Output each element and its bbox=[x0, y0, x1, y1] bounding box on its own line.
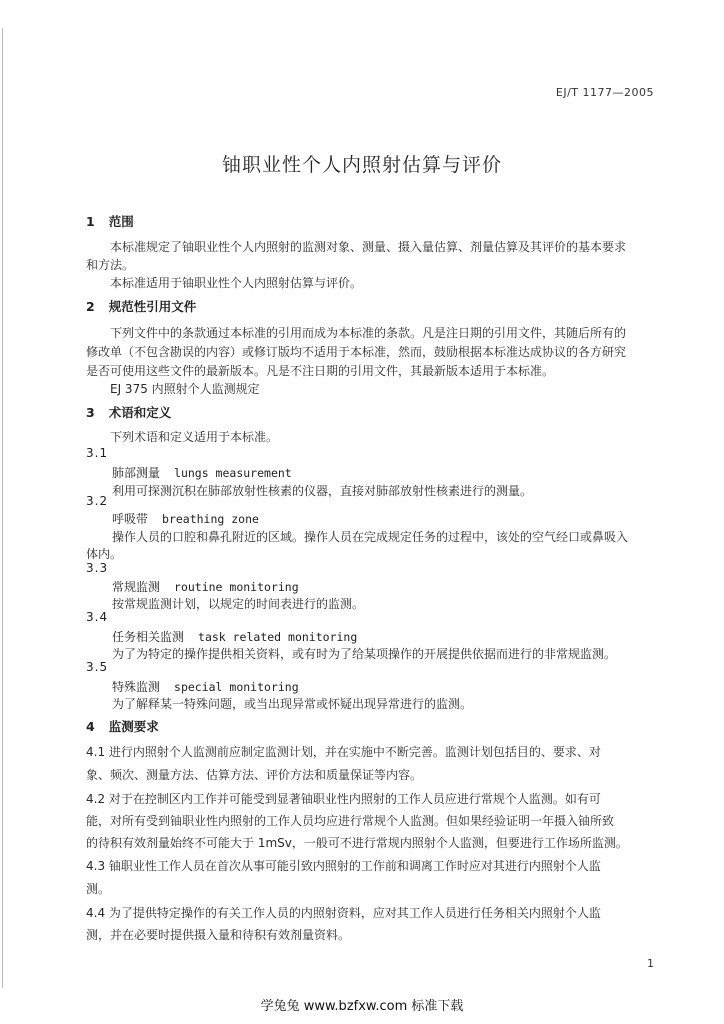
section-4-heading bbox=[86, 717, 159, 735]
s3-intro: 下列术语和定义适用于本标准。 bbox=[110, 430, 279, 444]
term-definition: 按常规监测计划，以规定的时间表进行的监测。 bbox=[112, 597, 365, 611]
term-en: task related monitoring bbox=[198, 630, 358, 644]
term-zh: 呼吸带 bbox=[112, 512, 149, 526]
s2-reference: EJ 375 内照射个人监测规定 bbox=[110, 382, 260, 396]
section-2-heading bbox=[86, 297, 196, 315]
term-en: breathing zone bbox=[162, 512, 259, 526]
clause-4-2-line3: 的待积有效剂量始终不可能大于 1mSv，一般可不进行常规内照射个人监测，但要进行工作场所监测。 bbox=[86, 836, 628, 850]
document-title: 铀职业性个人内照射估算与评价 bbox=[221, 154, 502, 176]
clause-number: 3.1 bbox=[86, 446, 109, 460]
s1-p1-line1: 本标准规定了铀职业性个人内照射的监测对象、测量、摄入量估算、剂量估算及其评价的基本要求 bbox=[110, 240, 627, 254]
term-zh: 特殊监测 bbox=[112, 680, 161, 694]
footer-watermark: 学兔兔 www.bzfxw.com 标准下载 bbox=[260, 999, 464, 1014]
term-definition: 利用可探测沉积在肺部放射性核素的仪器，直接对肺部放射性核素进行的测量。 bbox=[112, 484, 533, 498]
term-zh: 常规监测 bbox=[112, 580, 161, 594]
section-title: 术语和定义 bbox=[108, 405, 172, 420]
section-title: 范围 bbox=[108, 214, 134, 229]
s1-p2: 本标准适用于铀职业性个人内照射估算与评价。 bbox=[110, 276, 363, 290]
term-entry bbox=[112, 510, 259, 527]
s2-p1-line3: 是否可使用这些文件的最新版本。凡是不注日期的引用文件，其最新版本适用于本标准。 bbox=[86, 364, 555, 378]
section-number: 1 bbox=[86, 214, 95, 229]
term-definition: 为了为特定的操作提供相关资料，或有时为了给某项操作的开展提供依据而进行的非常规监测。 bbox=[112, 647, 617, 661]
clause-4-2-line1: 4.2 对于在控制区内工作并可能受到显著铀职业性内照射的工作人员应进行常规个人监测。如有可 bbox=[86, 792, 601, 806]
s2-p1-line2: 修改单（不包含勘误的内容）或修订版均不适用于本标准，然而，鼓励根据本标准达成协议的各方研究 bbox=[86, 345, 627, 359]
clause-4-3-line1: 4.3 铀职业性工作人员在首次从事可能引致内照射的工作前和调离工作时应对其进行内照射个人监 bbox=[86, 859, 601, 873]
clause-4-4-line1: 4.4 为了提供特定操作的有关工作人员的内照射资料，应对其工作人员进行任务相关内照射个人监 bbox=[86, 906, 601, 920]
clause-number: 3.4 bbox=[86, 610, 109, 624]
section-1-heading bbox=[86, 212, 134, 230]
section-number: 4 bbox=[86, 719, 95, 734]
clause-4-4-line2: 测，并在必要时提供摄入量和待积有效剂量资料。 bbox=[86, 928, 351, 942]
clause-4-1-line1: 4.1 进行内照射个人监测前应制定监测计划，并在实施中不断完善。监测计划包括目的、要求、对 bbox=[86, 745, 601, 759]
term-en: lungs measurement bbox=[174, 466, 292, 480]
standard-code: EJ/T 1177—2005 bbox=[555, 86, 654, 99]
clause-4-1-line2: 象、频次、测量方法、估算方法、评价方法和质量保证等内容。 bbox=[86, 768, 423, 782]
section-3-heading bbox=[86, 403, 171, 421]
clause-number: 3.2 bbox=[86, 494, 109, 508]
clause-4-2-line2: 能，对所有受到铀职业性内照射的工作人员均应进行常规个人监测。但如果经验证明一年摄入铀所致 bbox=[86, 814, 615, 828]
term-entry bbox=[112, 464, 292, 481]
section-number: 2 bbox=[86, 299, 95, 314]
section-title: 规范性引用文件 bbox=[108, 299, 197, 314]
clause-4-3-line2: 测。 bbox=[86, 882, 111, 896]
term-entry bbox=[112, 628, 357, 645]
section-number: 3 bbox=[86, 405, 95, 420]
section-title: 监测要求 bbox=[108, 719, 159, 734]
term-entry bbox=[112, 678, 299, 695]
term-zh: 肺部测量 bbox=[112, 466, 161, 480]
term-definition-cont: 体内。 bbox=[86, 547, 123, 561]
page-number: 1 bbox=[647, 957, 654, 970]
clause-number: 3.3 bbox=[86, 561, 109, 575]
term-entry bbox=[112, 578, 299, 595]
term-zh: 任务相关监测 bbox=[112, 630, 185, 644]
s1-p1-line2: 和方法。 bbox=[86, 258, 135, 272]
term-definition: 操作人员的口腔和鼻孔附近的区域。操作人员在完成规定任务的过程中，该处的空气经口或鼻吸入 bbox=[112, 530, 629, 544]
term-en: routine monitoring bbox=[174, 580, 299, 594]
s2-p1-line1: 下列文件中的条款通过本标准的引用而成为本标准的条款。凡是注日期的引用文件，其随后所有的 bbox=[110, 326, 627, 340]
term-en: special monitoring bbox=[174, 680, 299, 694]
term-definition: 为了解释某一特殊问题，或当出现异常或怀疑出现异常进行的监测。 bbox=[112, 697, 473, 711]
clause-number: 3.5 bbox=[86, 660, 109, 674]
